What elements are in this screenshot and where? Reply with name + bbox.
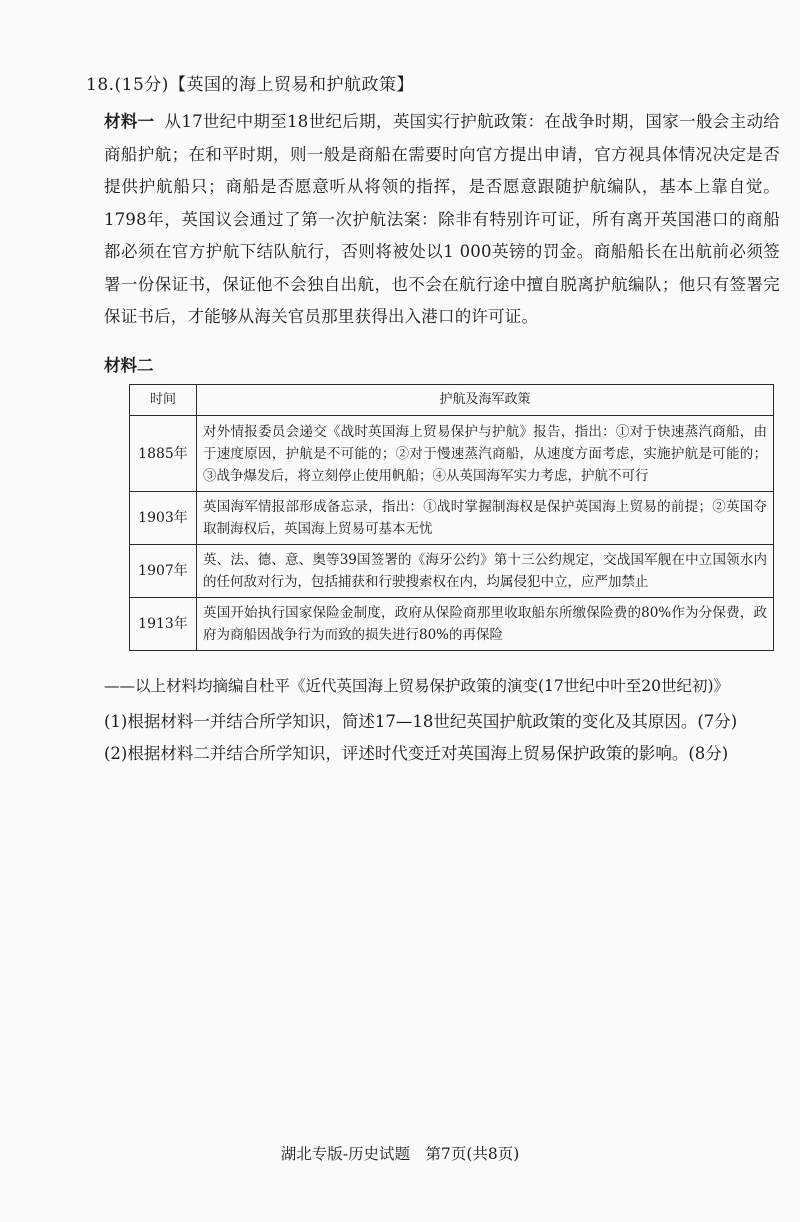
material-two-label: 材料二 [104, 356, 154, 375]
header-policy: 护航及海军政策 [197, 385, 774, 416]
row-content: 英国开始执行国家保险金制度，政府从保险商那里收取船东所缴保险费的80%作为分保费，政府为商船因战争行为而致的损失进行80%的再保险 [197, 598, 774, 651]
row-content: 英、法、德、意、奥等39国签署的《海牙公约》第十三公约规定，交战国军舰在中立国领水内的任何敌对行为，包括捕获和行驶搜索权在内，均属侵犯中立，应严加禁止 [197, 545, 774, 598]
material-one-label: 材料一 [104, 112, 155, 131]
table-row [130, 416, 774, 492]
row-year: 1913年 [130, 598, 197, 651]
row-year: 1885年 [130, 416, 197, 492]
question-score: (15分) [114, 75, 169, 95]
question-title: 【英国的海上贸易和护航政策】 [168, 75, 414, 95]
sub-question-2: (2)根据材料二并结合所学知识，评述时代变迁对英国海上贸易保护政策的影响。(8分) [104, 744, 729, 763]
policy-table [129, 384, 774, 651]
table-row [130, 545, 774, 598]
row-year: 1903年 [130, 492, 197, 545]
page-footer: 湖北专版-历史试题 第7页(共8页) [280, 1145, 520, 1163]
table-header-row [130, 385, 774, 416]
table-row [130, 598, 774, 651]
row-content: 对外情报委员会递交《战时英国海上贸易保护与护航》报告，指出：①对于快速蒸汽商船，由于速度原因，护航是不可能的；②对于慢速蒸汽商船，从速度方面考虑，实施护航是可能的；③战争爆发后，将立刻停止使用帆船；④从英国海军实力考虑，护航不可行 [197, 416, 774, 492]
question-number: 18. [86, 75, 115, 95]
header-time: 时间 [130, 385, 197, 416]
table-row [130, 492, 774, 545]
sub-question-1: (1)根据材料一并结合所学知识，简述17—18世纪英国护航政策的变化及其原因。(7分) [104, 712, 738, 731]
material-one-text: 从17世纪中期至18世纪后期，英国实行护航政策：在战争时期，国家一般会主动给商船护航；在和平时期，则一般是商船在需要时向官方提出申请，官方视具体情况决定是否提供护航船只；商船是否愿意听从将领的指挥，是否愿意跟随护航编队，基本上靠自觉。1798年，英国议会通过了第一次护航法案：除非有特别许可证，所有离开英国港口的商船都必须在官方护航下结队航行，否则将被处以1 000英镑的罚金。商船船长在出航前必须签署一份保证书，保证他不会独自出航，也不会在航行途中擅自脱离护航编队；他只有签署完保证书后，才能够从海关官员那里获得出入港口的许可证。 [104, 112, 781, 326]
row-content: 英国海军情报部形成备忘录，指出：①战时掌握制海权是保护英国海上贸易的前提；②英国夺取制海权后，英国海上贸易可基本无忧 [197, 492, 774, 545]
source-citation: ——以上材料均摘编自杜平《近代英国海上贸易保护政策的演变(17世纪中叶至20世纪初)》 [104, 677, 730, 695]
row-year: 1907年 [130, 545, 197, 598]
material-one [104, 106, 780, 334]
question-heading [86, 70, 414, 95]
